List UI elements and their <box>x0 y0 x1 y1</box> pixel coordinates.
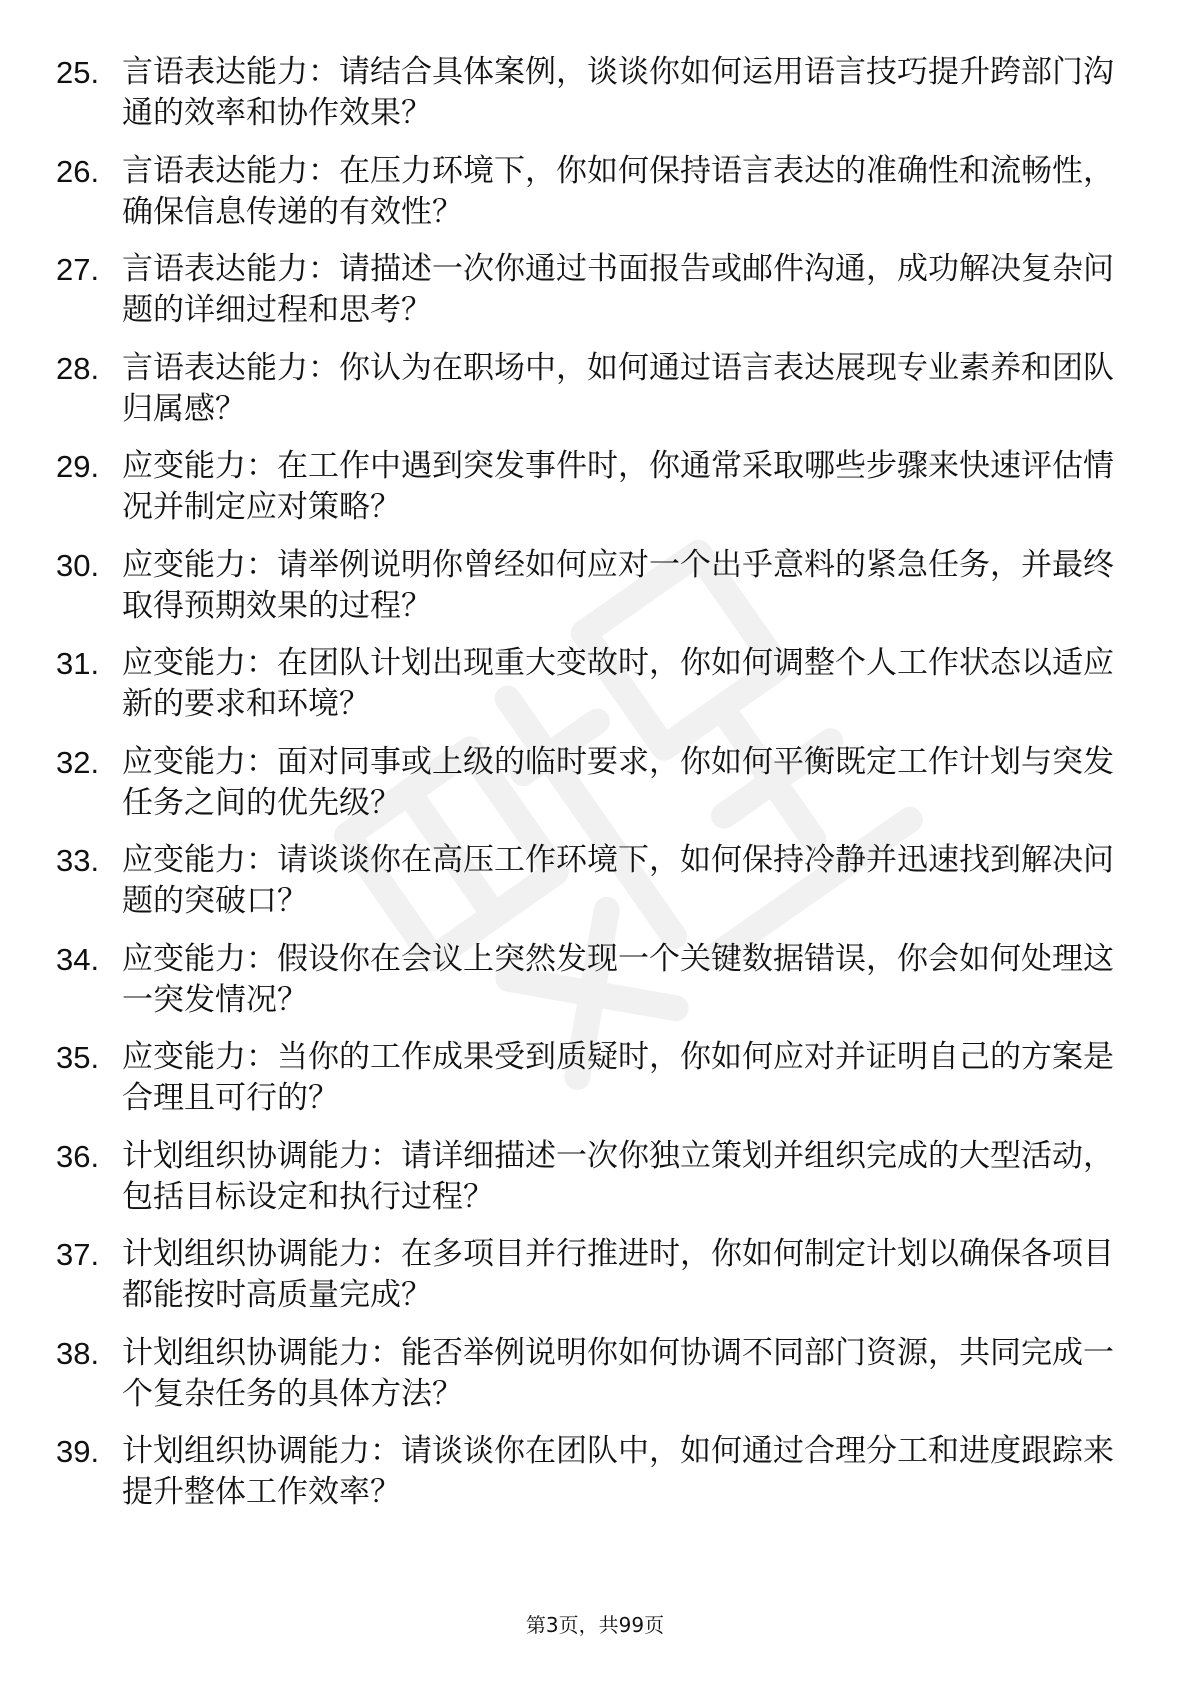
question-item <box>56 151 1116 233</box>
question-text: 言语表达能力：请结合具体案例，谈谈你如何运用语言技巧提升跨部门沟通的效率和协作效果？ <box>122 54 1114 131</box>
question-number: 37. <box>56 1237 100 1272</box>
question-item <box>56 249 1116 331</box>
question-number: 31. <box>56 646 100 681</box>
question-number: 38. <box>56 1335 100 1371</box>
question-number: 28. <box>56 350 100 386</box>
question-number: 39. <box>56 1434 100 1469</box>
question-item <box>56 840 1116 922</box>
question-number: 27. <box>56 252 100 287</box>
question-number: 32. <box>56 744 100 780</box>
question-text: 应变能力：当你的工作成果受到质疑时，你如何应对并证明自己的方案是合理且可行的？ <box>122 1039 1114 1116</box>
question-item <box>56 52 1116 134</box>
question-number: 35. <box>56 1040 100 1075</box>
question-number: 30. <box>56 547 100 583</box>
question-text: 言语表达能力：你认为在职场中，如何通过语言表达展现专业素养和团队归属感？ <box>122 349 1114 427</box>
question-text: 计划组织协调能力：请详细描述一次你独立策划并组织完成的大型活动，包括目标设定和执行过程？ <box>122 1137 1114 1215</box>
question-text: 应变能力：请举例说明你曾经如何应对一个出乎意料的紧急任务，并最终取得预期效果的过程？ <box>122 546 1114 624</box>
question-number: 36. <box>56 1138 100 1174</box>
question-item <box>56 643 1116 725</box>
question-number: 34. <box>56 941 100 977</box>
question-number: 29. <box>56 449 100 484</box>
question-text: 言语表达能力：在压力环境下，你如何保持语言表达的准确性和流畅性，确保信息传递的有效性？ <box>122 152 1114 230</box>
question-item <box>56 1431 1116 1513</box>
question-text: 言语表达能力：请描述一次你通过书面报告或邮件沟通，成功解决复杂问题的详细过程和思考？ <box>122 251 1114 328</box>
question-text: 计划组织协调能力：在多项目并行推进时，你如何制定计划以确保各项目都能按时高质量完成？ <box>122 1236 1114 1313</box>
question-text: 应变能力：请谈谈你在高压工作环境下，如何保持冷静并迅速找到解决问题的突破口？ <box>122 842 1114 919</box>
question-item <box>56 348 1116 430</box>
question-item <box>56 939 1116 1021</box>
question-item <box>56 1136 1116 1218</box>
question-text: 应变能力：面对同事或上级的临时要求，你如何平衡既定工作计划与突发任务之间的优先级？ <box>122 743 1114 821</box>
question-text: 应变能力：假设你在会议上突然发现一个关键数据错误，你会如何处理这一突发情况？ <box>122 940 1114 1018</box>
question-item <box>56 1234 1116 1316</box>
question-item <box>56 446 1116 528</box>
question-item <box>56 742 1116 824</box>
question-item <box>56 1333 1116 1415</box>
question-item <box>56 1037 1116 1119</box>
question-text: 应变能力：在团队计划出现重大变故时，你如何调整个人工作状态以适应新的要求和环境？ <box>122 645 1114 722</box>
question-text: 计划组织协调能力：请谈谈你在团队中，如何通过合理分工和进度跟踪来提升整体工作效率？ <box>122 1433 1114 1510</box>
question-number: 25. <box>56 55 100 90</box>
question-number: 33. <box>56 843 100 878</box>
question-item <box>56 545 1116 627</box>
page-number-footer: 第3页，共99页 <box>525 1613 665 1637</box>
question-text: 应变能力：在工作中遇到突发事件时，你通常采取哪些步骤来快速评估情况并制定应对策略？ <box>122 448 1114 525</box>
question-list <box>56 52 1116 1530</box>
question-text: 计划组织协调能力：能否举例说明你如何协调不同部门资源，共同完成一个复杂任务的具体方法？ <box>122 1334 1114 1412</box>
question-number: 26. <box>56 153 100 189</box>
